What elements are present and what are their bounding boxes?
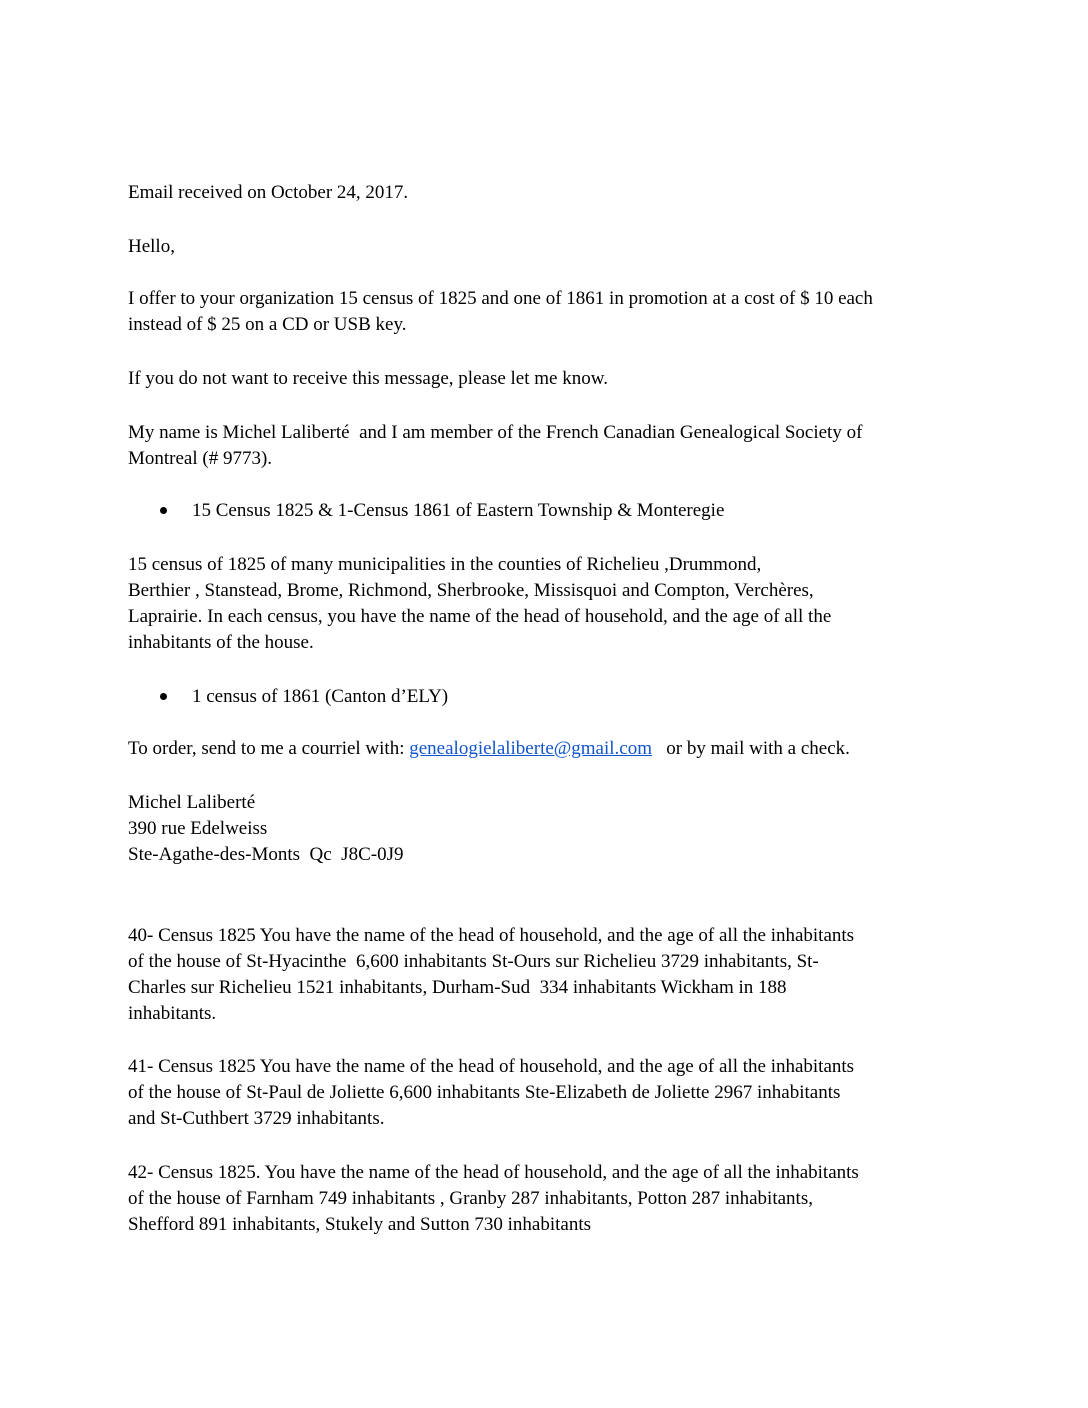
- unsubscribe-line: If you do not want to receive this message, please let me know.: [128, 368, 608, 389]
- census-item-line: of the house of Farnham 749 inhabitants , Granby 287 inhabitants, Potton 287 inhabitants,: [128, 1188, 813, 1209]
- bullet-icon: [160, 507, 167, 514]
- offer-line-2: instead of $ 25 on a CD or USB key.: [128, 314, 407, 335]
- census-desc-line-3: Laprairie. In each census, you have the name of the head of household, and the age of all the: [128, 606, 832, 627]
- signature-street: 390 rue Edelweiss: [128, 818, 268, 839]
- census-item-line: 41- Census 1825 You have the name of the head of household, and the age of all the inhabitants: [128, 1056, 855, 1077]
- census-item-line: inhabitants.: [128, 1003, 217, 1024]
- census-desc-line-4: inhabitants of the house.: [128, 632, 314, 653]
- order-line: [128, 736, 850, 762]
- census-item-line: and St-Cuthbert 3729 inhabitants.: [128, 1108, 385, 1129]
- intro-line-2: Montreal (# 9773).: [128, 448, 273, 469]
- email-link[interactable]: genealogielaliberte@gmail.com: [409, 738, 653, 759]
- bullet-icon: [160, 693, 167, 700]
- census-item-line: Shefford 891 inhabitants, Stukely and Sutton 730 inhabitants: [128, 1214, 592, 1235]
- document-page: [128, 0, 978, 1408]
- census-item-line: Charles sur Richelieu 1521 inhabitants, Durham-Sud 334 inhabitants Wickham in 188: [128, 977, 787, 998]
- census-desc-line-2: Berthier , Stanstead, Brome, Richmond, Sherbrooke, Missisquoi and Compton, Verchères,: [128, 580, 814, 601]
- bullet-item-1-text: 15 Census 1825 & 1-Census 1861 of Eastern Township & Monteregie: [192, 500, 725, 521]
- order-prefix: To order, send to me a courriel with:: [128, 738, 410, 759]
- received-date-line: Email received on October 24, 2017.: [128, 182, 409, 203]
- greeting: Hello,: [128, 236, 175, 257]
- signature-name: Michel Laliberté: [128, 792, 256, 813]
- census-item-line: 42- Census 1825. You have the name of the head of household, and the age of all the inhabitants: [128, 1162, 859, 1183]
- signature-city: Ste-Agathe-des-Monts Qc J8C-0J9: [128, 844, 404, 865]
- census-desc-line-1: 15 census of 1825 of many municipalities in the counties of Richelieu ,Drummond,: [128, 554, 762, 575]
- offer-line-1: I offer to your organization 15 census of 1825 and one of 1861 in promotion at a cost of $ 10 each: [128, 288, 873, 309]
- intro-line-1: My name is Michel Laliberté and I am member of the French Canadian Genealogical Society of: [128, 422, 863, 443]
- census-item-line: of the house of St-Hyacinthe 6,600 inhabitants St-Ours sur Richelieu 3729 inhabitants, St-: [128, 951, 819, 972]
- bullet-item-2-text: 1 census of 1861 (Canton d’ELY): [192, 686, 449, 707]
- census-item-line: 40- Census 1825 You have the name of the head of household, and the age of all the inhabitants: [128, 925, 855, 946]
- order-suffix: or by mail with a check.: [652, 738, 850, 759]
- census-item-line: of the house of St-Paul de Joliette 6,600 inhabitants Ste-Elizabeth de Joliette 2967 inhabitants: [128, 1082, 841, 1103]
